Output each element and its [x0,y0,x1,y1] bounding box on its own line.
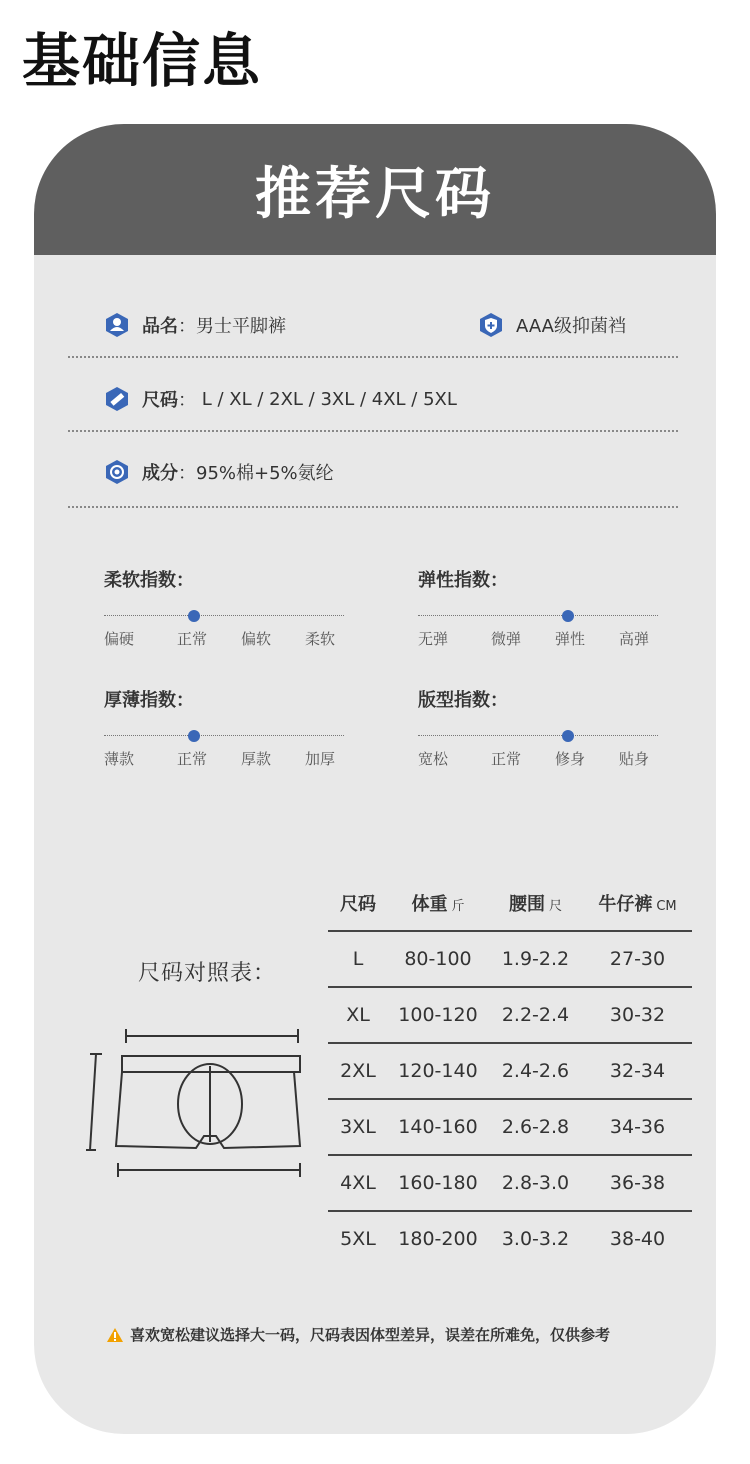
table-cell: 3XL [340,1116,376,1138]
table-cell: 27-30 [609,948,666,970]
index-option-label: 正常 [176,630,207,648]
index-track [104,610,344,622]
table-cell: 160-180 [398,1172,478,1194]
index-title: 弹性指数： [418,570,508,591]
card-header [34,124,716,255]
index-option-label: 正常 [176,750,207,768]
index-option-label: 偏硬 [104,630,135,648]
table-cell: 3.0-3.2 [501,1228,570,1250]
size-recommendation-card [34,124,716,1434]
index-marker [188,730,200,742]
table-cell: XL [346,1004,370,1026]
info-row-name: 品名 ： 男士平脚裤 [104,305,286,345]
cycle-icon [104,459,130,485]
index-title: 版型指数： [418,690,508,711]
index-option-label: 柔软 [304,630,335,648]
index-option-label: 弹性 [554,630,585,648]
index-option-label: 修身 [554,750,585,768]
info-feature [478,305,626,345]
table-row [328,932,692,988]
index-option-label: 贴身 [618,750,649,768]
table-cell: 1.9-2.2 [501,948,570,970]
table-header [328,876,692,932]
index-option-label: 薄款 [104,750,135,768]
index-option-label: 偏软 [240,630,271,648]
divider [68,356,678,358]
notice-text: 喜欢宽松建议选择大一码，尺码表因体型差异，误差在所难免，仅供参考 [130,1326,611,1344]
table-cell: L [352,948,364,970]
table-cell: 80-100 [404,948,472,970]
table-cell: 38-40 [609,1228,666,1250]
briefs-measurement-diagram [86,1024,316,1184]
feature-text: AAA级抑菌裆 [516,316,626,337]
index-option-label: 厚款 [240,750,271,768]
index-track [418,730,658,742]
table-cell: 2.4-2.6 [501,1060,570,1082]
index-title: 柔软指数： [104,570,194,591]
header-cell: 腰围 尺 [508,894,562,915]
table-row [328,1212,692,1266]
table-cell: 2XL [340,1060,376,1082]
page-title: 基础信息 [22,27,263,95]
index-marker [562,730,574,742]
name-value: 男士平脚裤 [196,316,286,337]
index-marker [188,610,200,622]
table-cell: 4XL [340,1172,376,1194]
table-row [328,988,692,1044]
table-cell: 2.2-2.4 [501,1004,570,1026]
fit-index [418,686,658,769]
index-marker [562,610,574,622]
warning-icon [106,1327,124,1343]
ruler-icon [104,386,130,412]
elasticity-index [418,566,658,649]
material-value: 95%棉+5%氨纶 [196,463,334,484]
shield-plus-icon [478,312,504,338]
size-label: 尺码 [142,390,178,411]
header-cell: 体重 斤 [411,894,465,915]
table-row [328,1100,692,1156]
softness-index [104,566,344,649]
header-cell: 牛仔裤 CM [598,894,677,915]
table-cell: 34-36 [609,1116,666,1138]
material-label: 成分 [142,463,178,484]
divider [68,506,678,508]
divider [68,430,678,432]
info-row-size: 尺码 ： L / XL / 2XL / 3XL / 4XL / 5XL [104,379,457,419]
table-cell: 30-32 [609,1004,666,1026]
index-option-label: 无弹 [418,630,449,648]
table-row [328,1156,692,1212]
table-cell: 5XL [340,1228,376,1250]
table-row [328,1044,692,1100]
header-cell: 尺码 [340,894,376,915]
size-table [328,876,692,1266]
notice [106,1324,610,1345]
table-cell: 100-120 [398,1004,478,1026]
person-icon [104,312,130,338]
index-track [418,610,658,622]
size-chart-title: 尺码对照表： [138,961,277,986]
card-title: 推荐尺码 [255,161,495,227]
table-cell: 36-38 [609,1172,666,1194]
table-cell: 32-34 [609,1060,666,1082]
index-title: 厚薄指数： [104,690,194,711]
index-option-label: 加厚 [304,750,335,768]
index-option-label: 高弹 [618,630,649,648]
table-cell: 2.8-3.0 [501,1172,570,1194]
index-option-label: 正常 [490,750,521,768]
table-cell: 120-140 [398,1060,478,1082]
name-label: 品名 [142,316,178,337]
table-cell: 180-200 [398,1228,478,1250]
size-value: L / XL / 2XL / 3XL / 4XL / 5XL [201,388,457,410]
table-cell: 140-160 [398,1116,478,1138]
index-option-label: 宽松 [418,750,449,768]
info-row-material: 成分 ： 95%棉+5%氨纶 [104,452,334,492]
index-track [104,730,344,742]
index-option-label: 微弹 [490,630,521,648]
table-cell: 2.6-2.8 [501,1116,570,1138]
thickness-index [104,686,344,769]
